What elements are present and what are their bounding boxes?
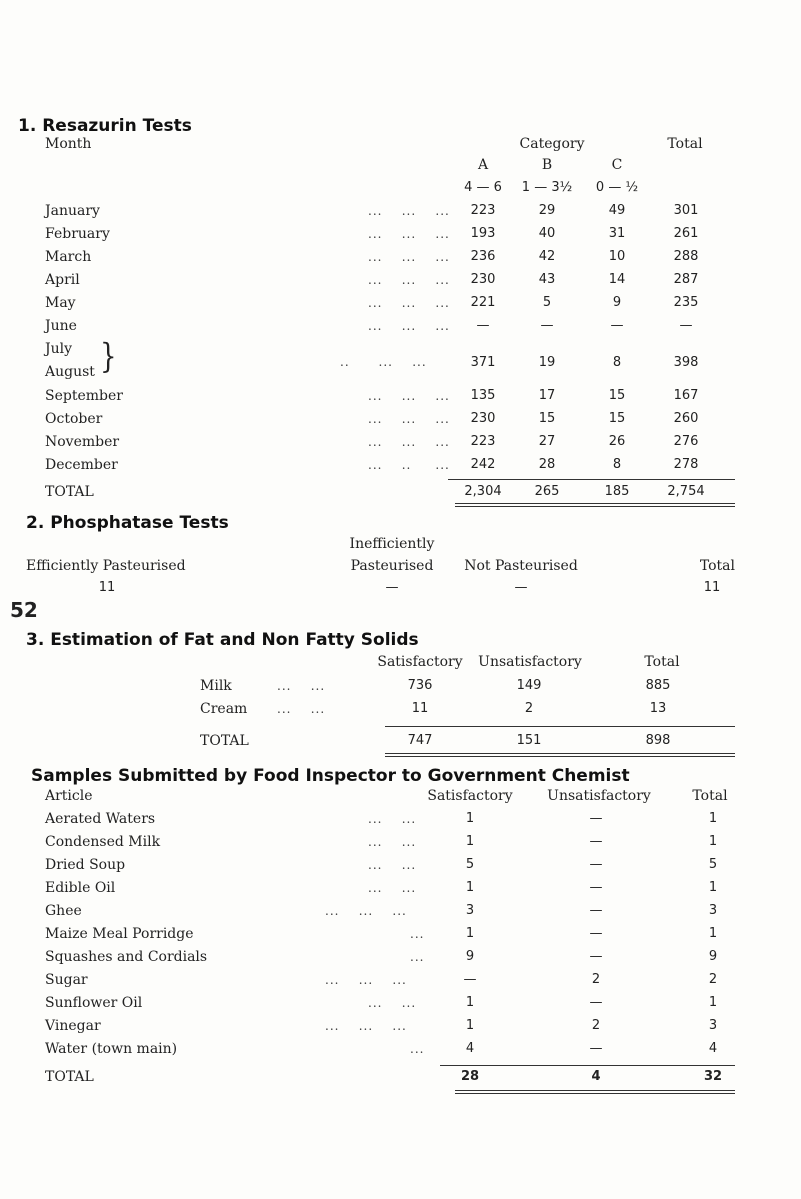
brace-glyph: }: [100, 337, 117, 377]
cell-a: —: [476, 318, 490, 333]
cell-total: 287: [673, 272, 699, 287]
cell-a: 371: [470, 355, 496, 370]
month-label: November: [45, 434, 120, 450]
cell-sat: 1: [465, 1018, 475, 1033]
cell-unsat: —: [589, 995, 603, 1010]
cell-a: 223: [470, 434, 496, 449]
cell-sat: 1: [465, 926, 475, 941]
cell-b: 43: [538, 272, 556, 287]
cell-c: 14: [608, 272, 626, 287]
cell-sat: 1: [465, 811, 475, 826]
cell-b: 5: [542, 295, 552, 310]
cell-b: 29: [538, 203, 556, 218]
cell-total: 1: [708, 926, 718, 941]
cell-a: 242: [470, 457, 496, 472]
leader-dots: .. ... ...: [340, 355, 427, 369]
month-label: May: [45, 295, 76, 311]
cell-c: 15: [608, 388, 626, 403]
cell-total: 276: [673, 434, 699, 449]
cell-total: 2: [708, 972, 718, 987]
leader-dots: ... ...: [277, 702, 326, 716]
leader-dots: ...: [410, 950, 425, 964]
leader-dots: ... ... ...: [325, 1019, 407, 1033]
cat-a-range: 4 — 6: [464, 180, 502, 195]
total-label: TOTAL: [200, 733, 249, 749]
total-b: 265: [534, 484, 560, 499]
cell-unsat: —: [589, 857, 603, 872]
col-total: Total: [692, 788, 728, 804]
leader-dots: ... ... ...: [368, 389, 450, 403]
leader-dots: ... ... ...: [368, 227, 450, 241]
article-label: Maize Meal Porridge: [45, 926, 194, 942]
col-month-header: Month: [45, 136, 92, 152]
article-label: Condensed Milk: [45, 834, 161, 850]
article-label: Vinegar: [45, 1018, 101, 1034]
cat-b-range: 1 — 3½: [521, 180, 573, 195]
leader-dots: ... ...: [277, 679, 326, 693]
article-label: Squashes and Cordials: [45, 949, 208, 965]
col-inefficient-line2: Pasteurised: [350, 558, 434, 574]
leader-dots: ...: [410, 927, 425, 941]
cat-a-header: A: [477, 157, 489, 173]
cell-unsat: —: [589, 1041, 603, 1056]
cell-unsat: —: [589, 926, 603, 941]
cell-total: 288: [673, 249, 699, 264]
value-not-pasteurised: —: [514, 580, 528, 595]
cell-unsat: 2: [524, 701, 534, 716]
cell-total: 1: [708, 834, 718, 849]
col-efficient: Efficiently Pasteurised: [26, 558, 186, 574]
row-label: Milk: [200, 678, 232, 694]
total-unsat: 4: [591, 1069, 601, 1084]
total-total: 2,754: [667, 484, 705, 499]
leader-dots: ... ... ...: [325, 904, 407, 918]
cell-sat: 11: [411, 701, 429, 716]
leader-dots: ...: [410, 1042, 425, 1056]
cell-c: 8: [612, 355, 622, 370]
cell-c: 15: [608, 411, 626, 426]
cat-c-header: C: [611, 157, 623, 173]
col-unsatisfactory: Unsatisfactory: [547, 788, 651, 804]
cell-a: 230: [470, 411, 496, 426]
cell-b: 19: [538, 355, 556, 370]
col-satisfactory: Satisfactory: [427, 788, 513, 804]
cell-a: 221: [470, 295, 496, 310]
cell-unsat: —: [589, 880, 603, 895]
total-total: 32: [703, 1069, 723, 1084]
article-label: Dried Soup: [45, 857, 126, 873]
month-label: February: [45, 226, 110, 242]
total-double-rule: [455, 503, 735, 507]
row-label: Cream: [200, 701, 248, 717]
month-label: March: [45, 249, 92, 265]
cell-total: 1: [708, 995, 718, 1010]
cell-unsat: 149: [516, 678, 542, 693]
cell-b: —: [540, 318, 554, 333]
total-sat: 28: [460, 1069, 480, 1084]
cell-a: 193: [470, 226, 496, 241]
fat-title: 3. Estimation of Fat and Non Fatty Solids: [26, 630, 419, 650]
leader-dots: ... ... ...: [325, 973, 407, 987]
samples-title: Samples Submitted by Food Inspector to Government Chemist: [31, 766, 630, 786]
cell-total: —: [679, 318, 693, 333]
cat-b-header: B: [541, 157, 553, 173]
cell-total: 398: [673, 355, 699, 370]
cell-total: 4: [708, 1041, 718, 1056]
cell-total: 1: [708, 880, 718, 895]
cell-total: 301: [673, 203, 699, 218]
leader-dots: ... .. ...: [368, 458, 450, 472]
cell-a: 230: [470, 272, 496, 287]
cell-sat: —: [463, 972, 477, 987]
article-label: Sugar: [45, 972, 88, 988]
month-label: January: [45, 203, 100, 219]
value-total: 11: [703, 580, 721, 595]
col-satisfactory: Satisfactory: [377, 654, 463, 670]
cell-unsat: —: [589, 834, 603, 849]
month-label: June: [45, 318, 77, 334]
col-not-pasteurised: Not Pasteurised: [464, 558, 578, 574]
cell-a: 135: [470, 388, 496, 403]
cell-total: 885: [645, 678, 671, 693]
cell-total: 3: [708, 1018, 718, 1033]
value-efficient: 11: [98, 580, 116, 595]
cell-total: 5: [708, 857, 718, 872]
cell-unsat: —: [589, 949, 603, 964]
cell-b: 42: [538, 249, 556, 264]
cell-c: 9: [612, 295, 622, 310]
cell-unsat: 2: [591, 1018, 601, 1033]
total-label: TOTAL: [45, 484, 94, 500]
cell-total: 13: [649, 701, 667, 716]
col-total: Total: [644, 654, 680, 670]
article-label: Aerated Waters: [45, 811, 156, 827]
cell-c: —: [610, 318, 624, 333]
month-label: April: [45, 272, 80, 288]
leader-dots: ... ...: [368, 996, 417, 1010]
col-article: Article: [45, 788, 93, 804]
cell-b: 40: [538, 226, 556, 241]
cell-unsat: —: [589, 903, 603, 918]
cell-b: 15: [538, 411, 556, 426]
cell-sat: 5: [465, 857, 475, 872]
col-total-header: Total: [667, 136, 703, 152]
col-inefficient-line1: Inefficiently: [349, 536, 435, 552]
cell-total: 235: [673, 295, 699, 310]
total-rule: [440, 1065, 735, 1066]
cell-sat: 9: [465, 949, 475, 964]
total-double-rule: [455, 1090, 735, 1094]
cell-unsat: —: [589, 811, 603, 826]
cell-sat: 4: [465, 1041, 475, 1056]
leader-dots: ... ...: [368, 812, 417, 826]
total-a: 2,304: [464, 484, 502, 499]
total-rule: [385, 726, 735, 727]
cell-sat: 1: [465, 995, 475, 1010]
cell-total: 260: [673, 411, 699, 426]
total-label: TOTAL: [45, 1069, 94, 1085]
cell-unsat: 2: [591, 972, 601, 987]
leader-dots: ... ... ...: [368, 250, 450, 264]
leader-dots: ... ...: [368, 881, 417, 895]
col-unsatisfactory: Unsatisfactory: [478, 654, 582, 670]
leader-dots: ... ... ...: [368, 204, 450, 218]
cell-c: 26: [608, 434, 626, 449]
leader-dots: ... ...: [368, 858, 417, 872]
cell-sat: 736: [407, 678, 433, 693]
cell-total: 3: [708, 903, 718, 918]
cell-total: 1: [708, 811, 718, 826]
article-label: Water (town main): [45, 1041, 178, 1057]
total-c: 185: [604, 484, 630, 499]
month-label: July: [45, 341, 73, 357]
month-label: October: [45, 411, 103, 427]
cell-sat: 1: [465, 880, 475, 895]
value-inefficient: —: [385, 580, 399, 595]
col-total: Total: [699, 558, 735, 574]
cell-c: 10: [608, 249, 626, 264]
cell-total: 278: [673, 457, 699, 472]
cell-sat: 1: [465, 834, 475, 849]
cell-a: 236: [470, 249, 496, 264]
total-total: 898: [645, 733, 671, 748]
leader-dots: ... ... ...: [368, 319, 450, 333]
phosphatase-title: 2. Phosphatase Tests: [26, 513, 229, 533]
cell-c: 8: [612, 457, 622, 472]
total-double-rule: [385, 753, 735, 757]
leader-dots: ... ... ...: [368, 412, 450, 426]
cell-total: 261: [673, 226, 699, 241]
resazurin-title: 1. Resazurin Tests: [18, 116, 192, 136]
cell-total: 9: [708, 949, 718, 964]
cell-sat: 3: [465, 903, 475, 918]
cell-b: 17: [538, 388, 556, 403]
cell-b: 28: [538, 457, 556, 472]
leader-dots: ... ... ...: [368, 435, 450, 449]
cell-c: 31: [608, 226, 626, 241]
cell-c: 49: [608, 203, 626, 218]
total-unsat: 151: [516, 733, 542, 748]
total-rule: [448, 479, 735, 480]
cell-a: 223: [470, 203, 496, 218]
page-number: 52: [10, 598, 38, 622]
cell-total: 167: [673, 388, 699, 403]
cat-c-range: 0 — ½: [595, 180, 639, 195]
article-label: Ghee: [45, 903, 82, 919]
col-category-header: Category: [519, 136, 585, 152]
month-label: September: [45, 388, 123, 404]
month-label-2: August: [45, 364, 95, 380]
total-sat: 747: [407, 733, 433, 748]
article-label: Sunflower Oil: [45, 995, 143, 1011]
cell-b: 27: [538, 434, 556, 449]
leader-dots: ... ... ...: [368, 296, 450, 310]
leader-dots: ... ...: [368, 835, 417, 849]
article-label: Edible Oil: [45, 880, 116, 896]
month-label: December: [45, 457, 118, 473]
leader-dots: ... ... ...: [368, 273, 450, 287]
